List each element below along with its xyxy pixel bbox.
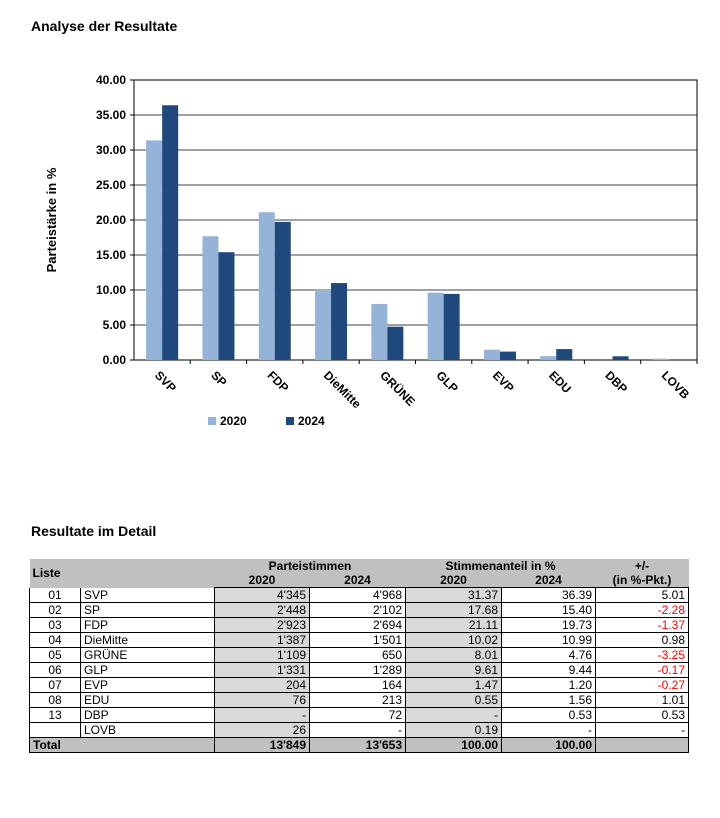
bar-2024-diemitte [331, 283, 347, 360]
x-tick-label: FDP [264, 368, 292, 396]
total-votes-2020: 13'849 [215, 738, 310, 753]
row-diff: 0.98 [596, 633, 689, 648]
row-votes-2024: 2'102 [310, 603, 406, 618]
row-party: DieMitte [81, 633, 215, 648]
bar-2024-fdp [275, 222, 291, 360]
table-row [30, 588, 689, 603]
y-tick-label: 20.00 [95, 213, 126, 227]
row-party: GLP [81, 663, 215, 678]
y-axis-label: Parteistärke in % [44, 167, 59, 273]
row-votes-2020: 2'923 [215, 618, 310, 633]
row-nr: 08 [30, 693, 81, 708]
row-votes-2020: 1'331 [215, 663, 310, 678]
row-party: EDU [81, 693, 215, 708]
row-votes-2024: 650 [310, 648, 406, 663]
bar-2024-edu [556, 349, 572, 360]
legend-swatch-2020 [208, 417, 216, 425]
total-share-2020: 100.00 [406, 738, 502, 753]
row-nr: 07 [30, 678, 81, 693]
row-share-2024: 10.99 [502, 633, 596, 648]
table-row [30, 708, 689, 723]
row-party: SP [81, 603, 215, 618]
row-votes-2020: - [215, 708, 310, 723]
bar-2024-grüne [387, 327, 403, 360]
table-row [30, 648, 689, 663]
row-nr: 04 [30, 633, 81, 648]
table-row [30, 633, 689, 648]
header-stimmenanteil: Stimmenanteil in % [406, 559, 596, 573]
row-nr: 02 [30, 603, 81, 618]
header-diff-unit: (in %-Pkt.) [596, 573, 689, 588]
row-votes-2024: 1'501 [310, 633, 406, 648]
y-tick-label: 0.00 [102, 353, 126, 367]
legend-label-2024: 2024 [298, 414, 325, 428]
x-tick-label: EVP [489, 368, 517, 396]
analysis-heading: Analyse der Resultate [31, 18, 178, 34]
y-tick-label: 40.00 [95, 73, 126, 87]
row-party: LOVB [81, 723, 215, 738]
header-diff: +/- [596, 559, 689, 573]
bar-2020-grüne [371, 304, 387, 360]
row-votes-2024: 2'694 [310, 618, 406, 633]
x-tick-label: LOVB [658, 368, 693, 402]
y-tick-label: 5.00 [102, 318, 126, 332]
y-tick-label: 35.00 [95, 108, 126, 122]
header-votes-2020: 2020 [215, 573, 310, 588]
row-share-2020: 9.61 [406, 663, 502, 678]
bar-2024-sp [218, 252, 234, 360]
row-party: FDP [81, 618, 215, 633]
row-share-2020: 1.47 [406, 678, 502, 693]
row-share-2020: 8.01 [406, 648, 502, 663]
table-header-row-1 [30, 559, 689, 573]
header-share-2020: 2020 [406, 573, 502, 588]
row-nr: 06 [30, 663, 81, 678]
row-diff: 1.01 [596, 693, 689, 708]
table-row [30, 693, 689, 708]
row-diff: 0.53 [596, 708, 689, 723]
row-votes-2024: 164 [310, 678, 406, 693]
row-nr: 03 [30, 618, 81, 633]
row-diff: 5.01 [596, 588, 689, 603]
row-party: GRÜNE [81, 648, 215, 663]
row-share-2020: 0.55 [406, 693, 502, 708]
row-diff: -1.37 [596, 618, 689, 633]
bar-2024-evp [500, 352, 516, 360]
table-row [30, 678, 689, 693]
table-total-row [30, 738, 689, 753]
row-nr [30, 723, 81, 738]
header-parteistimmen: Parteistimmen [215, 559, 406, 573]
y-tick-label: 10.00 [95, 283, 126, 297]
bar-2020-edu [540, 356, 556, 360]
row-share-2020: 0.19 [406, 723, 502, 738]
legend-swatch-2024 [286, 417, 294, 425]
x-tick-label: DieMitte [320, 368, 364, 412]
total-votes-2024: 13'653 [310, 738, 406, 753]
row-votes-2020: 76 [215, 693, 310, 708]
table-row [30, 603, 689, 618]
bar-2020-svp [146, 140, 162, 360]
header-liste: Liste [30, 559, 215, 588]
row-party: SVP [81, 588, 215, 603]
row-share-2024: 4.76 [502, 648, 596, 663]
x-tick-label: SP [208, 368, 230, 390]
row-votes-2020: 1'387 [215, 633, 310, 648]
row-share-2024: 1.56 [502, 693, 596, 708]
row-share-2024: 0.53 [502, 708, 596, 723]
bar-2024-glp [444, 294, 460, 360]
bar-2020-fdp [259, 212, 275, 360]
table-body [30, 588, 689, 738]
x-tick-label: DBP [602, 368, 631, 397]
row-diff: -3.25 [596, 648, 689, 663]
row-diff: - [596, 723, 689, 738]
row-share-2024: 1.20 [502, 678, 596, 693]
bar-2020-evp [484, 350, 500, 360]
bar-2024-svp [162, 105, 178, 360]
bar-2020-sp [202, 236, 218, 360]
row-nr: 01 [30, 588, 81, 603]
row-votes-2020: 4'345 [215, 588, 310, 603]
total-share-2024: 100.00 [502, 738, 596, 753]
row-share-2020: 21.11 [406, 618, 502, 633]
x-tick-label: GLP [433, 368, 461, 396]
x-tick-label: EDU [546, 368, 574, 397]
header-share-2024: 2024 [502, 573, 596, 588]
row-votes-2020: 1'109 [215, 648, 310, 663]
row-share-2024: - [502, 723, 596, 738]
row-share-2020: 17.68 [406, 603, 502, 618]
row-share-2024: 19.73 [502, 618, 596, 633]
bar-2020-diemitte [315, 290, 331, 360]
total-label: Total [30, 738, 215, 753]
row-party: DBP [81, 708, 215, 723]
bar-2020-lovb [653, 359, 669, 360]
bar-2020-glp [428, 293, 444, 360]
x-tick-label: GRÜNE [377, 368, 418, 409]
row-diff: -0.27 [596, 678, 689, 693]
row-share-2024: 36.39 [502, 588, 596, 603]
row-share-2020: 10.02 [406, 633, 502, 648]
row-votes-2024: 1'289 [310, 663, 406, 678]
table-row [30, 663, 689, 678]
row-nr: 05 [30, 648, 81, 663]
row-share-2020: - [406, 708, 502, 723]
row-votes-2020: 26 [215, 723, 310, 738]
table-row [30, 618, 689, 633]
table-row [30, 723, 689, 738]
results-table [29, 559, 689, 753]
row-diff: -2.28 [596, 603, 689, 618]
total-diff [596, 738, 689, 753]
row-votes-2020: 204 [215, 678, 310, 693]
y-tick-label: 15.00 [95, 248, 126, 262]
row-share-2024: 15.40 [502, 603, 596, 618]
header-votes-2024: 2024 [310, 573, 406, 588]
row-votes-2024: - [310, 723, 406, 738]
row-nr: 13 [30, 708, 81, 723]
party-strength-bar-chart [0, 60, 720, 440]
y-tick-label: 30.00 [95, 143, 126, 157]
row-party: EVP [81, 678, 215, 693]
bar-2024-dbp [613, 356, 629, 360]
row-share-2020: 31.37 [406, 588, 502, 603]
row-votes-2024: 213 [310, 693, 406, 708]
row-share-2024: 9.44 [502, 663, 596, 678]
x-tick-label: SVP [152, 368, 179, 396]
row-votes-2024: 4'968 [310, 588, 406, 603]
row-votes-2020: 2'448 [215, 603, 310, 618]
y-tick-label: 25.00 [95, 178, 126, 192]
detail-heading: Resultate im Detail [31, 523, 157, 539]
legend-label-2020: 2020 [220, 414, 247, 428]
row-diff: -0.17 [596, 663, 689, 678]
row-votes-2024: 72 [310, 708, 406, 723]
